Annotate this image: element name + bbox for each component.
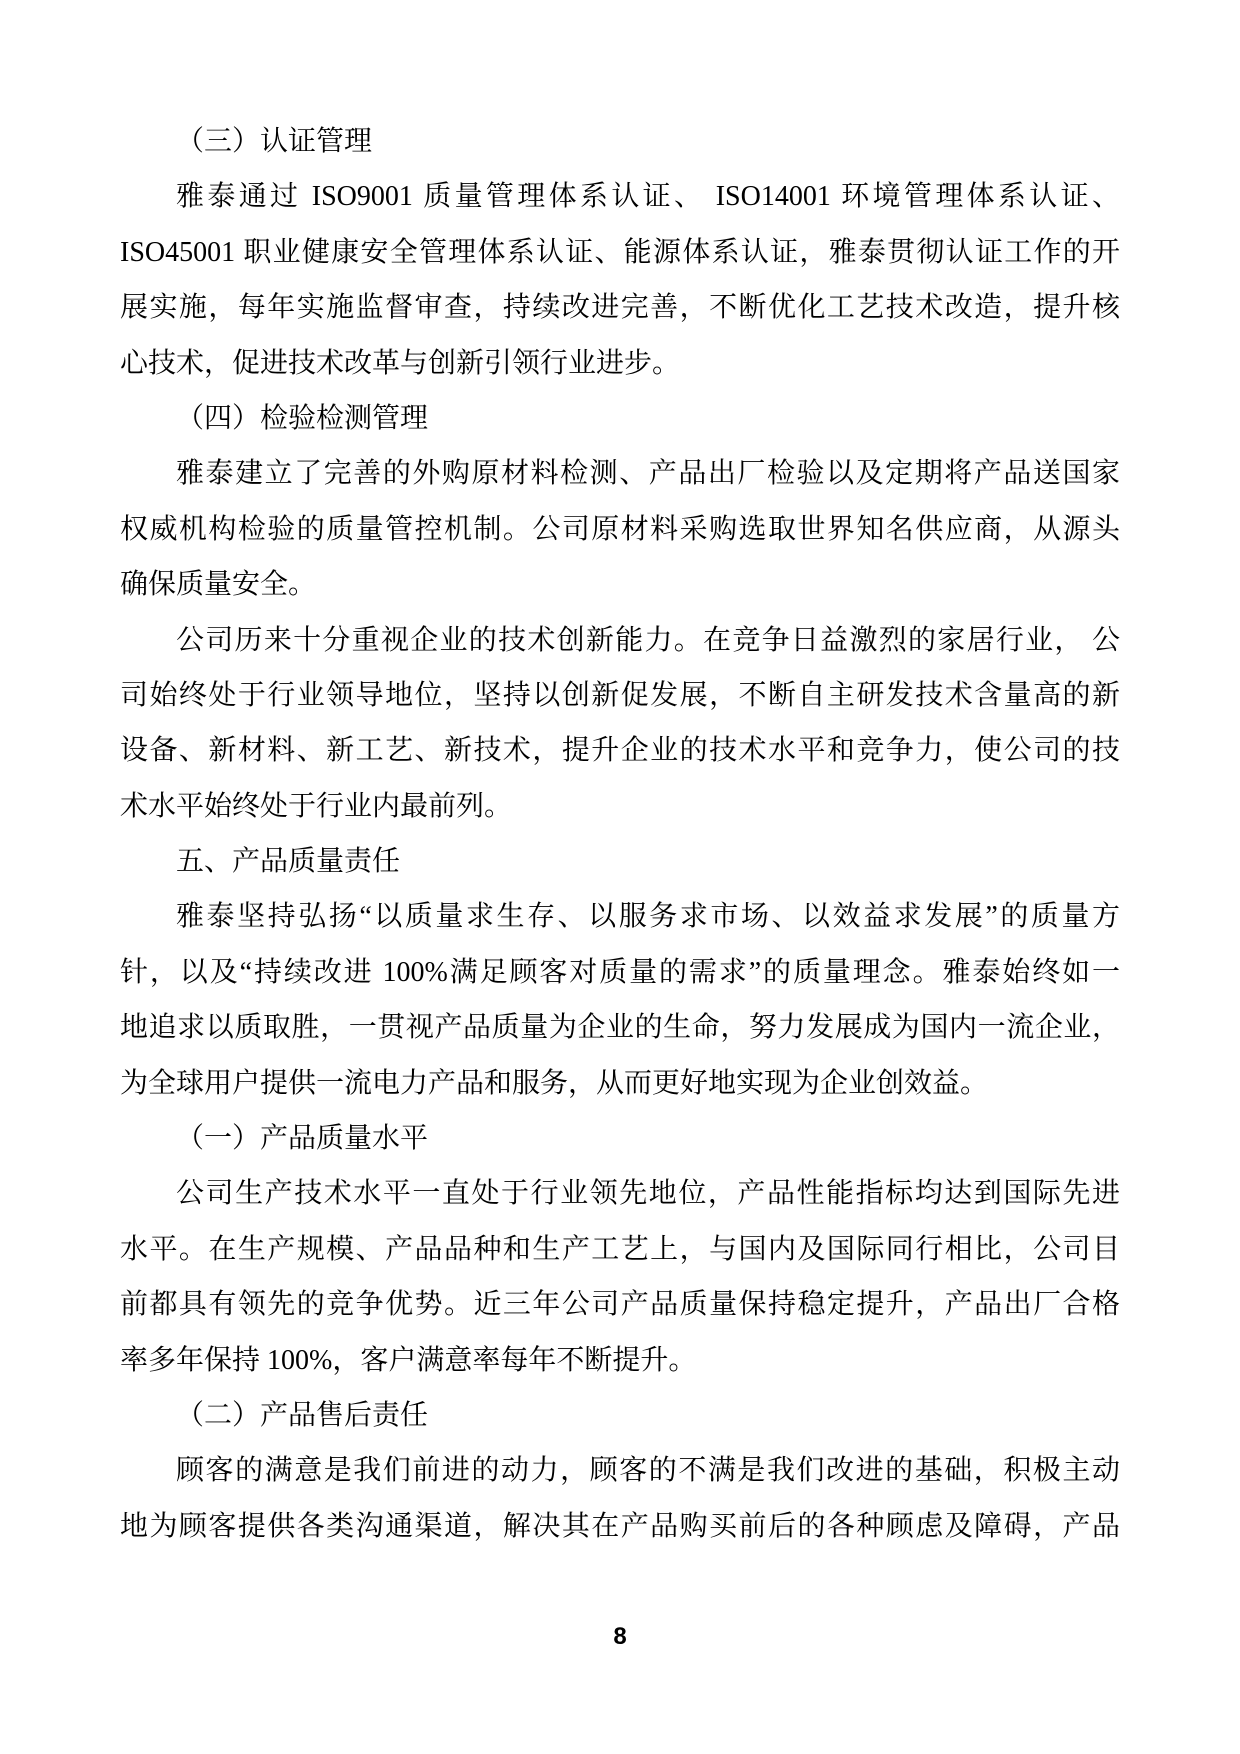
text-line: 针，以及“持续改进 100%满足顾客对质量的需求”的质量理念。雅泰始终如一	[120, 956, 1120, 988]
text-line: 前都具有领先的竞争优势。近三年公司产品质量保持稳定提升，产品出厂合格	[120, 1289, 1120, 1321]
text-line: ISO45001 职业健康安全管理体系认证、能源体系认证，雅泰贯彻认证工作的开	[120, 236, 1120, 268]
text-line: 地为顾客提供各类沟通渠道，解决其在产品购买前后的各种顾虑及障碍，产品	[120, 1510, 1120, 1542]
text-line: 率多年保持 100%，客户满意率每年不断提升。	[120, 1344, 697, 1376]
text-line: 顾客的满意是我们前进的动力，顾客的不满是我们改进的基础，积极主动	[176, 1455, 1120, 1487]
text-line: 五、产品质量责任	[176, 846, 401, 878]
text-line: 水平。在生产规模、产品品种和生产工艺上，与国内及国际同行相比，公司目	[120, 1233, 1120, 1265]
text-line: 雅泰通过 ISO9001 质量管理体系认证、 ISO14001 环境管理体系认证、	[176, 181, 1120, 213]
text-line: 术水平始终处于行业内最前列。	[120, 790, 513, 822]
text-line: 确保质量安全。	[120, 569, 317, 601]
text-line: （四）检验检测管理	[176, 402, 429, 434]
text-line: （三）认证管理	[176, 126, 373, 157]
document-body	[120, 114, 1120, 1554]
text-line: （二）产品售后责任	[176, 1399, 429, 1431]
text-line: 展实施，每年实施监督审查，持续改进完善，不断优化工艺技术改造，提升核	[120, 292, 1120, 324]
text-line: 雅泰建立了完善的外购原材料检测、产品出厂检验以及定期将产品送国家	[176, 458, 1120, 490]
text-line: 为全球用户提供一流电力产品和服务，从而更好地实现为企业创效益。	[120, 1067, 989, 1099]
text-line: （一）产品质量水平	[176, 1123, 429, 1155]
text-line: 设备、新材料、新工艺、新技术，提升企业的技术水平和竞争力，使公司的技	[120, 735, 1120, 767]
text-line: 公司历来十分重视企业的技术创新能力。在竞争日益激烈的家居行业， 公	[176, 624, 1120, 656]
text-line: 公司生产技术水平一直处于行业领先地位，产品性能指标均达到国际先进	[176, 1178, 1120, 1210]
text-line: 心技术，促进技术改革与创新引领行业进步。	[120, 347, 681, 379]
text-line: 雅泰坚持弘扬“以质量求生存、以服务求市场、以效益求发展”的质量方	[176, 901, 1120, 933]
text-line: 地追求以质取胜，一贯视产品质量为企业的生命，努力发展成为国内一流企业，	[120, 1012, 1120, 1044]
text-line: 权威机构检验的质量管控机制。公司原材料采购选取世界知名供应商，从源头	[120, 513, 1120, 545]
page-number: 8	[613, 1623, 627, 1650]
text-line: 司始终处于行业领导地位，坚持以创新促发展，不断自主研发技术含量高的新	[120, 679, 1120, 711]
